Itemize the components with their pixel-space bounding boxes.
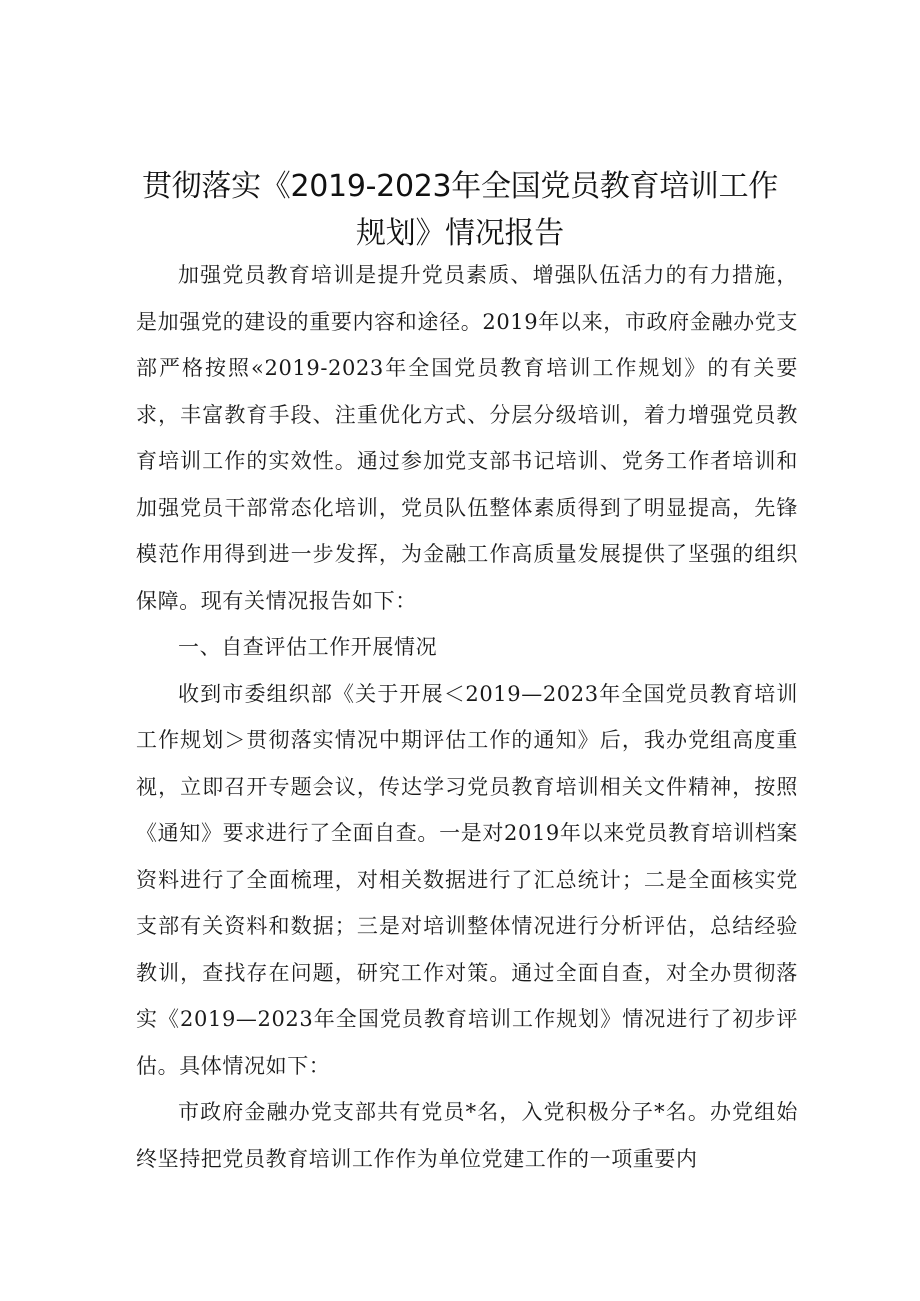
title-line-1: 贯彻落实《2019-2023年全国党员教育培训工作 — [141, 169, 779, 204]
section-heading: 一、自查评估工作开展情况 — [178, 635, 438, 659]
document-title — [120, 163, 800, 257]
title-line-2: 规划》情况报告 — [356, 216, 564, 251]
document-body — [136, 252, 798, 1182]
party-branch-paragraph: 市政府金融办党支部共有党员*名，入党积极分子*名。办党组始终坚持把党员教育培训工作作为单位党建工作的一项重要内 — [136, 1100, 798, 1171]
intro-paragraph: 加强党员教育培训是提升党员素质、增强队伍活力的有力措施，是加强党的建设的重要内容和途径。2019年以来，市政府金融办党支部严格按照«2019-2023年全国党员教育培训工作规划》的有关要求，丰富教育手段、注重优化方式、分层分级培训，着力增强党员教育培训工作的实效性。通过参加党支部书记培训、党务工作者培训和加强党员干部常态化培训，党员队伍整体素质得到了明显提高，先锋模范作用得到进一步发挥，为金融工作高质量发展提供了坚强的组织保障。现有关情况报告如下： — [136, 263, 798, 613]
self-check-paragraph: 收到市委组织部《关于开展＜2019—2023年全国党员教育培训工作规划＞贯彻落实情况中期评估工作的通知》后，我办党组高度重视，立即召开专题会议，传达学习党员教育培训相关文件精神，按照《通知》要求进行了全面自查。一是对2019年以来党员教育培训档案资料进行了全面梳理，对相关数据进行了汇总统计；二是全面核实党支部有关资料和数据；三是对培训整体情况进行分析评估，总结经验教训，查找存在问题，研究工作对策。通过全面自查，对全办贯彻落实《2019—2023年全国党员教育培训工作规划》情况进行了初步评估。具体情况如下： — [136, 681, 798, 1078]
